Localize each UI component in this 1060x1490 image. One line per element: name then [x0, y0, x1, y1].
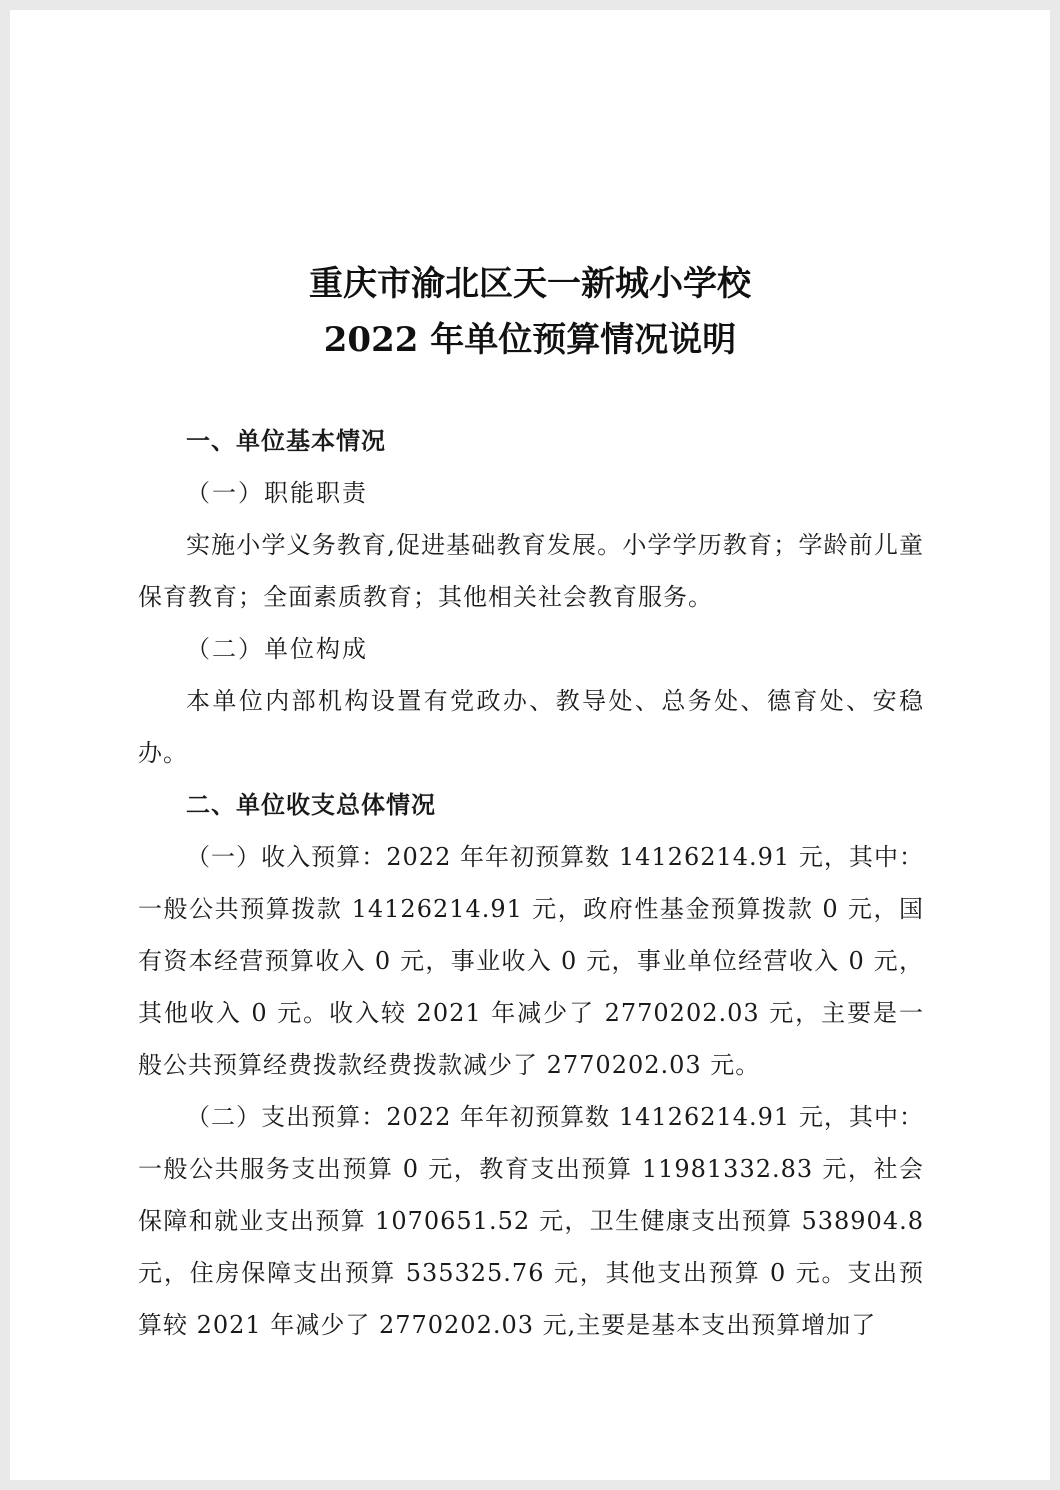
section-heading-basic-info: 一、单位基本情况	[186, 427, 386, 455]
paragraph-functions: 实施小学义务教育,促进基础教育发展。小学学历教育；学龄前儿童保育教育；全面素质教育；其他相关社会教育服务。	[138, 531, 924, 611]
section-heading-revenue-expenditure: 二、单位收支总体情况	[186, 791, 436, 819]
document-page	[10, 10, 1050, 1480]
subsection-heading-functions: （一）职能职责	[186, 479, 368, 507]
document-title-line2: 2022 年单位预算情况说明	[323, 320, 737, 360]
paragraph-composition: 本单位内部机构设置有党政办、教导处、总务处、德育处、安稳办。	[138, 687, 924, 767]
document-body	[138, 415, 924, 1351]
subsection-heading-composition: （二）单位构成	[186, 635, 368, 663]
document-title-line1: 重庆市渝北区天一新城小学校	[309, 264, 751, 304]
paragraph-expenditure-budget: （二）支出预算：2022 年年初预算数 14126214.91 元，其中：一般公共服务支出预算 0 元，教育支出预算 11981332.83 元，社会保障和就业支出预算 1070651.52 元，卫生健康支出预算 538904.8 元，住房保障支出预算 535325.76 元，其他支出预算 0 元。支出预算较 2021 年减少了 2770202.03 元,主要是基本支出预算增加了	[138, 1103, 924, 1339]
paragraph-income-budget: （一）收入预算：2022 年年初预算数 14126214.91 元，其中：一般公共预算拨款 14126214.91 元，政府性基金预算拨款 0 元，国有资本经营预算收入 0 元，事业收入 0 元，事业单位经营收入 0 元，其他收入 0 元。收入较 2021 年减少了 2770202.03 元，主要是一般公共预算经费拨款经费拨款减少了 2770202.03 元。	[138, 843, 924, 1079]
